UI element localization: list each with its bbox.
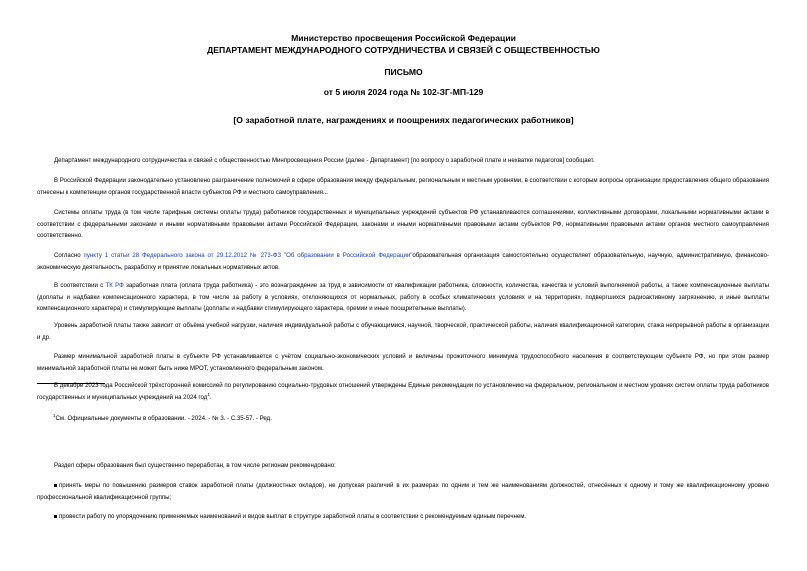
bullet-item-payments [37,511,769,523]
document-date-number: от 5 июля 2024 года № 102-ЗГ-МП-129 [323,87,484,97]
ministry-title: Министерство просвещения Российской Федерации [291,33,516,43]
paragraph-minimum-wage: Размер минимальной заработной платы в субъекте РФ устанавливается с учётом социально-экономических условий и величины прожиточного минимума трудоспособного населения в соответствующем субъекте РФ, но при этом размер минимальной заработной платы не может быть ниже МРОТ, установленного федеральным законом. [37,353,769,372]
paragraph-recommendations [37,380,769,403]
bullet-item-rates-text: принять меры по повышению размеров ставок заработной платы (должностных окладов), не допуская различий в их размерах по одним и тем же наименованиям должностей, отнесённых к одному и тому же квалификационному уровню профессиональной квалификационной группы; [37,482,769,501]
paragraph-wage-lead: В соответствии с [54,282,106,289]
paragraph-wage-level: Уровень заработной платы также зависит от объёма учебной нагрузки, наличия индивидуальной работы с обучающимися, научной, творческой, практической работы, наличия квалификационной категории, стажа непрерывной работы в организации и др. [37,322,769,341]
footnote-text: См. Официальные документы в образовании. - 2024. - № 3. - С.35-57. - Ред. [55,415,272,422]
paragraph-recommendations-text: В декабре 2023 года Российской трёхсторонней комиссией по регулированию социально-трудовых отношений утверждены Единые рекомендации по установлению на федеральном, региональном и местном уровнях систем оплаты труда работников государственных и муниципальных учреждений на 2024 год [37,382,769,401]
footnote-reference[interactable]: 1 [207,391,210,397]
paragraph-autonomy-rest: образовательная организация самостоятельно осуществляет образовательную, научную, административную, финансово-экономическую деятельность, разработку и принятие локальных нормативных актов. [37,252,770,271]
footnote [53,413,753,425]
document-subject: [О заработной плате, награждениях и поощрениях педагогических работников] [233,115,574,125]
paragraph-intro: Департамент международного сотрудничества и связей с общественностью Минпросвещения России (далее - Департамент) [по вопросу о заработной плате и нехватке педагогов] сообщает. [54,157,595,164]
footnote-divider [37,383,105,384]
paragraph-autonomy-lead: Согласно [54,252,84,259]
paragraph-wage-definition [37,280,769,315]
paragraph-education-section: Раздел сферы образования был существенно переработан, в том числе регионам рекомендовано: [54,462,336,469]
bullet-icon [54,484,57,487]
law-273-link[interactable]: пункту 1 статьи 28 Федерального закона от 29.12.2012 № 273-ФЗ "Об образовании в Российской Федерации" [83,252,413,259]
bullet-item-rates [37,480,769,503]
bullet-item-payments-text: провести работу по упорядочению применяемых наименований и видов выплат в структуре заработной платы в соответствии с рекомендуемым единым перечнем. [59,513,527,520]
department-title: ДЕПАРТАМЕНТ МЕЖДУНАРОДНОГО СОТРУДНИЧЕСТВА И СВЯЗЕЙ С ОБЩЕСТВЕННОСТЬЮ [207,45,600,55]
paragraph-pay-systems: Системы оплаты труда (в том числе тарифные системы оплаты труда) работников государственных и муниципальных учреждений субъектов РФ устанавливаются соглашениями, коллективными договорами, локальными нормативными актами в соответствии с федеральными законами и иными нормативными правовыми актами Российской Федерации, законами и иными нормативными правовыми актами субъектов РФ, нормативными правовыми актами органов местного самоуправления соответственно. [37,209,769,239]
paragraph-recommendations-end: . [209,393,212,401]
footnote-mark: 1 [53,412,56,418]
document-type: ПИСЬМО [384,67,423,77]
paragraph-autonomy [37,250,769,273]
paragraph-competence: В Российской Федерации законодательно установлено разграничение полномочий в сфере образования между федеральным, региональным и местным уровнями, в соответствии с которым вопросы организации предоставления общего образования отнесены к компетенции органов государственной власти субъектов РФ и местного самоуправления... [37,177,769,196]
paragraph-wage-rest: заработная плата (оплата труда работника) - это вознаграждение за труд в зависимости от квалификации работника, сложности, количества, качества и условий выполняемой работы, а также компенсационные выплаты (доплаты и надбавки компенсационного характера, в том числе за работу в условиях, отклоняющихся от нормальных, работу в особых климатических условиях и на территориях, подвергшихся радиоактивному загрязнению, и иные выплаты компенсационного характера) и стимулирующие выплаты (доплаты и надбавки стимулирующего характера, премии и иные поощрительные выплаты). [37,282,769,312]
bullet-icon [54,515,57,518]
labor-code-link[interactable]: ТК РФ [105,282,124,289]
